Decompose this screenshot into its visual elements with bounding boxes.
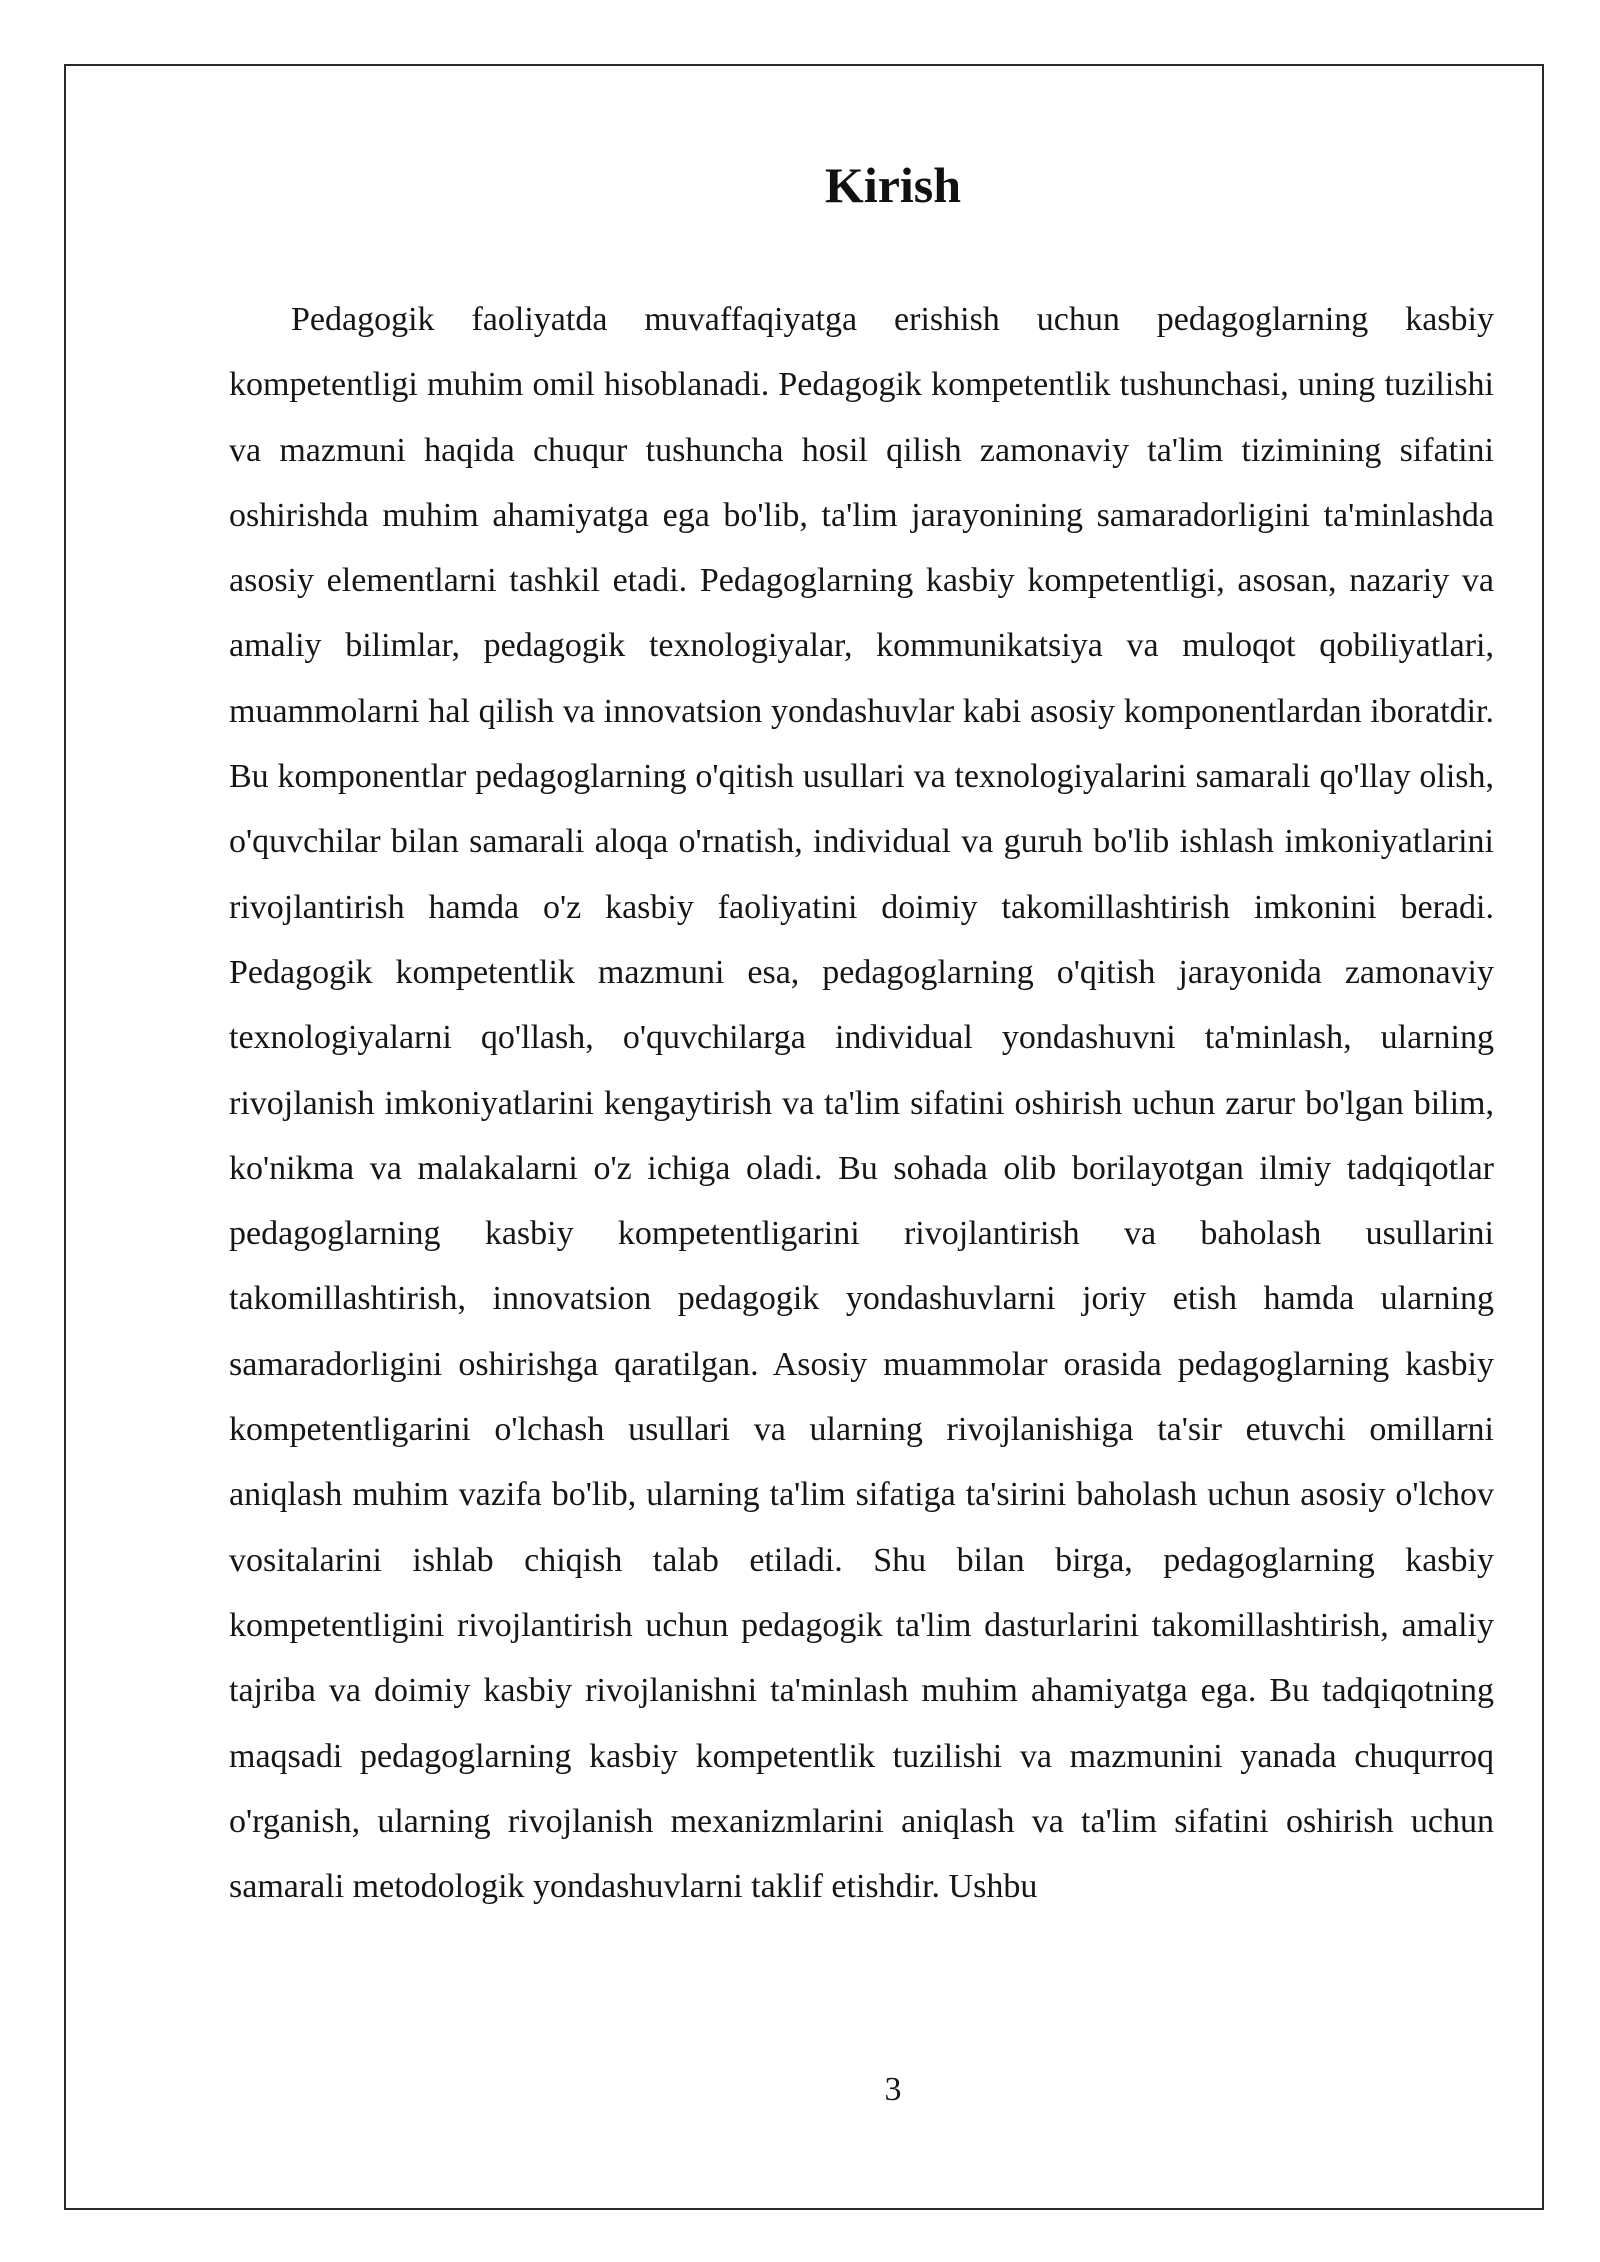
body-paragraph: Pedagogik faoliyatda muvaffaqiyatga erishish uchun pedagoglarning kasbiy kompetentligi muhim omil hisoblanadi. Pedagogik kompetentlik tushunchasi, uning tuzilishi va mazmuni haqida chuqur tushuncha hosil qilish zamonaviy ta'lim tizimining sifatini oshirishda muhim ahamiyatga ega bo'lib, ta'lim jarayonining samaradorligini ta'minlashda asosiy elementlarni tashkil etadi. Pedagoglarning kasbiy kompetentligi, asosan, nazariy va amaliy bilimlar, pedagogik texnologiyalar, kommunikatsiya va muloqot qobiliyatlari, muammolarni hal qilish va innovatsion yondashuvlar kabi asosiy komponentlardan iboratdir. Bu komponentlar pedagoglarning o'qitish usullari va texnologiyalarini samarali qo'llay olish, o'quvchilar bilan samarali aloqa o'rnatish, individual va guruh bo'lib ishlash imkoniyatlarini rivojlantirish hamda o'z kasbiy faoliyatini doimiy takomillashtirish imkonini beradi. Pedagogik kompetentlik mazmuni esa, pedagoglarning o'qitish jarayonida zamonaviy texnologiyalarni qo'llash, o'quvchilarga individual yondashuvni ta'minlash, ularning rivojlanish imkoniyatlarini kengaytirish va ta'lim sifatini oshirish uchun zarur bo'lgan bilim, ko'nikma va malakalarni o'z ichiga oladi. Bu sohada olib borilayotgan ilmiy tadqiqotlar pedagoglarning kasbiy kompetentligarini rivojlantirish va baholash usullarini takomillashtirish, innovatsion pedagogik yondashuvlarni joriy etish hamda ularning samaradorligini oshirishga qaratilgan. Asosiy muammolar orasida pedagoglarning kasbiy kompetentligarini o'lchash usullari va ularning rivojlanishiga ta'sir etuvchi omillarni aniqlash muhim vazifa bo'lib, ularning ta'lim sifatiga ta'sirini baholash uchun asosiy o'lchov vositalarini ishlab chiqish talab etiladi. Shu bilan birga, pedagoglarning kasbiy kompetentligini rivojlantirish uchun pedagogik ta'lim dasturlarini takomillashtirish, amaliy tajriba va doimiy kasbiy rivojlanishni ta'minlash muhim ahamiyatga ega. Bu tadqiqotning maqsadi pedagoglarning kasbiy kompetentlik tuzilishi va mazmunini yanada chuqurroq o'rganish, ularning rivojlanish mexanizmlarini aniqlash va ta'lim sifatini oshirish uchun samarali metodologik yondashuvlarni taklif etishdir. Ushbu	[229, 301, 1494, 1906]
page-number: 3	[884, 2071, 902, 2108]
page-title: Kirish	[824, 157, 962, 213]
